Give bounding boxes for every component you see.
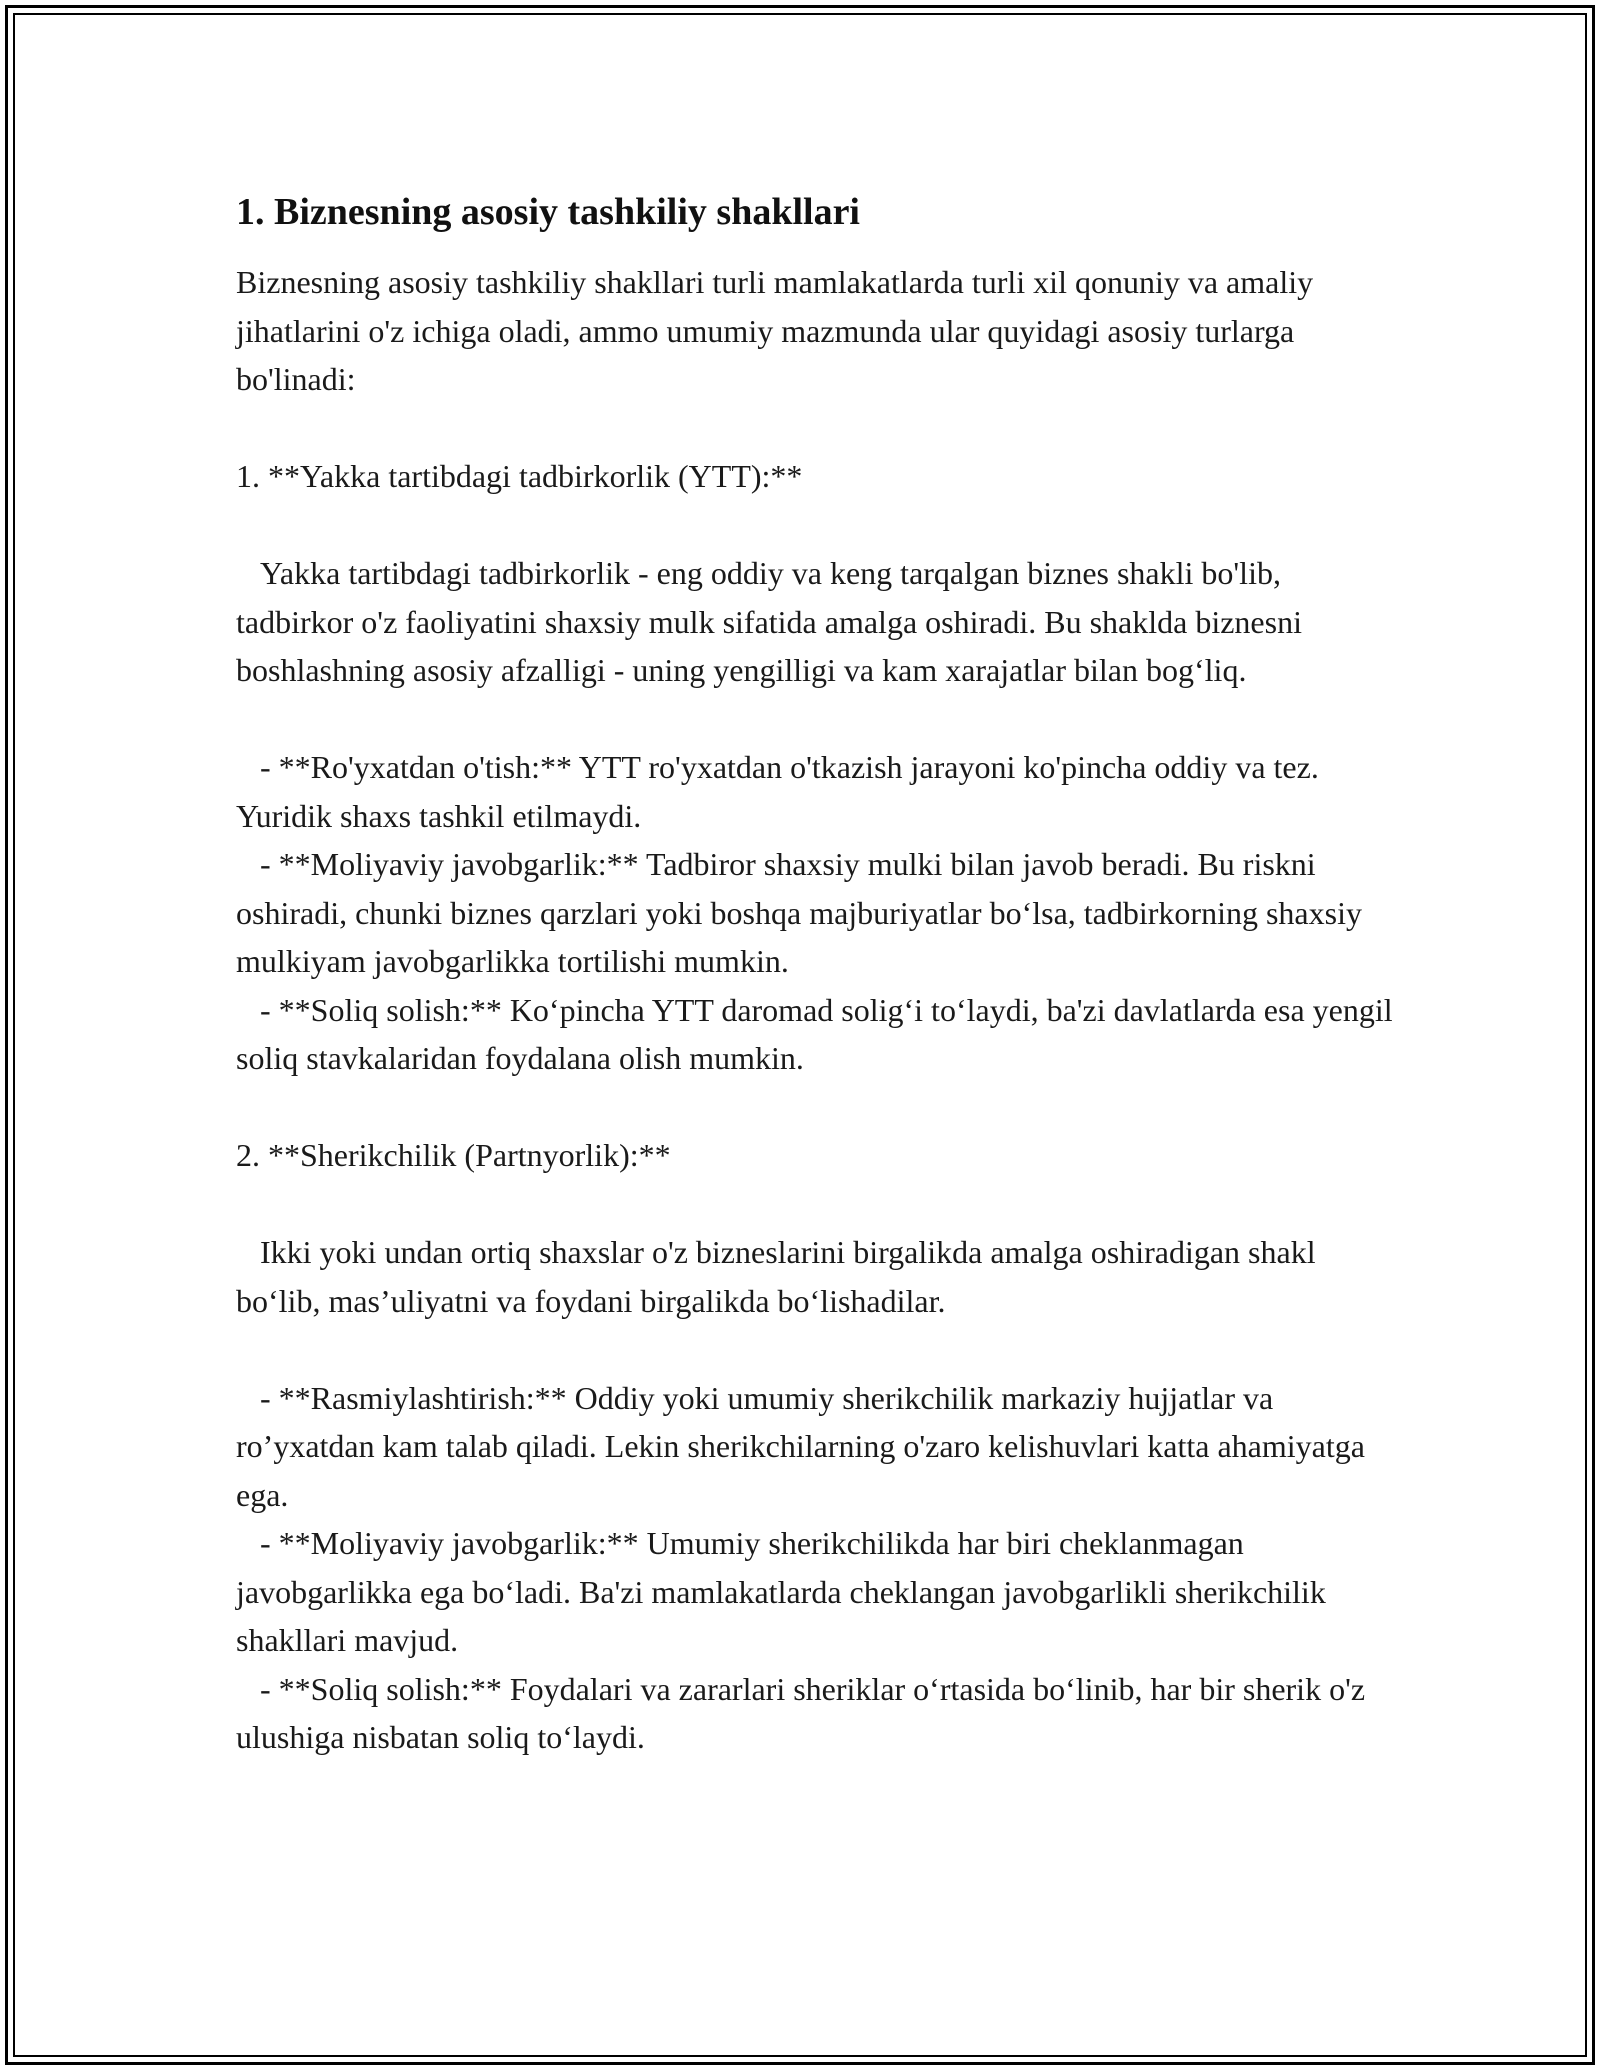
spacer: [236, 501, 1396, 550]
document-heading: 1. Biznesning asosiy tashkiliy shakllari: [236, 191, 860, 233]
spacer: [236, 1180, 1396, 1229]
spacer: [236, 1325, 1396, 1374]
section-2-bullet-liability: - **Moliyaviy javobgarlik:** Umumiy sherikchilikda har biri cheklanmagan javobgarlikka ega bo‘ladi. Ba'zi mamlakatlarda cheklangan javobgarlikli sherikchilik shakllari mavjud.: [236, 1525, 1334, 1658]
spacer: [236, 695, 1396, 744]
section-2-description: Ikki yoki undan ortiq shaxslar o'z bizneslarini birgalikda amalga oshiradigan shakl bo‘lib, mas’uliyatni va foydani birgalikda bo‘lishadilar.: [236, 1234, 1324, 1319]
section-1-description: Yakka tartibdagi tadbirkorlik - eng oddiy va keng tarqalgan biznes shakli bo'lib, tadbirkor o'z faoliyatini shaxsiy mulk sifatida amalga oshiradi. Bu shaklda biznesni boshlashning asosiy afzalligi - uning yengilligi va kam xarajatlar bilan bog‘liq.: [236, 555, 1310, 688]
intro-paragraph: Biznesning asosiy tashkiliy shakllari turli mamlakatlarda turli xil qonuniy va amaliy jihatlarini o'z ichiga oladi, ammo umumiy mazmunda ular quyidagi asosiy turlarga bo'linadi:: [236, 264, 1322, 397]
spacer: [236, 404, 1396, 453]
section-1-bullet-taxation: - **Soliq solish:** Ko‘pincha YTT daromad solig‘i to‘laydi, ba'zi davlatlarda esa yengil soliq stavkalaridan foydalana olish mumkin.: [236, 991, 1401, 1076]
section-1-title: 1. **Yakka tartibdagi tadbirkorlik (YTT):**: [236, 458, 803, 494]
spacer: [236, 1083, 1396, 1132]
document-body: [236, 188, 1401, 1762]
section-1-bullet-registration: - **Ro'yxatdan o'tish:** YTT ro'yxatdan o'tkazish jarayoni ko'pincha oddiy va tez. Yuridik shaxs tashkil etilmaydi.: [236, 749, 1326, 834]
section-2-bullet-taxation: - **Soliq solish:** Foydalari va zararlari sheriklar o‘rtasida bo‘linib, har bir sherik o'z ulushiga nisbatan soliq to‘laydi.: [236, 1670, 1374, 1755]
section-1-bullet-liability: - **Moliyaviy javobgarlik:** Tadbiror shaxsiy mulki bilan javob beradi. Bu riskni oshiradi, chunki biznes qarzlari yoki boshqa majburiyatlar bo‘lsa, tadbirkorning shaxsiy mulkiyam javobgarlikka tortilishi mumkin.: [236, 846, 1370, 979]
section-2-title: 2. **Sherikchilik (Partnyorlik):**: [236, 1137, 671, 1173]
section-2-bullet-formalization: - **Rasmiylashtirish:** Oddiy yoki umumiy sherikchilik markaziy hujjatlar va ro’yxatdan kam talab qiladi. Lekin sherikchilarning o'zaro kelishuvlari katta ahamiyatga ega.: [236, 1379, 1373, 1513]
